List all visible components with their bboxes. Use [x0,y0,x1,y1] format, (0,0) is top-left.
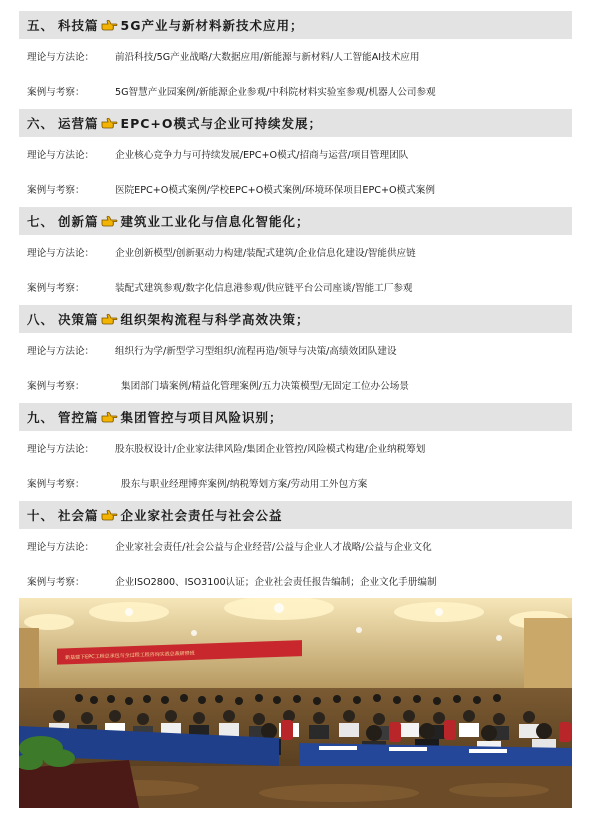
section-header-8 [19,305,572,333]
theory-label: 理论与方法论： [27,52,95,63]
theory-label: 理论与方法论： [27,542,95,553]
theory-row [19,431,572,465]
theory-label: 理论与方法论： [27,444,95,455]
theory-text: 组织行为学/新型学习型组织/流程再造/领导与决策/高绩效团队建设 [115,346,397,357]
section-title: 集团管控与项目风险识别； [120,410,283,425]
section-name: 社会篇 [58,508,99,523]
conference-photo [19,598,572,808]
section-header-10 [19,501,572,529]
theory-label: 理论与方法论： [27,346,95,357]
section-number: 十、 [27,508,55,523]
theory-text: 前沿科技/5G产业战略/大数据应用/新能源与新材料/人工智能AI技术应用 [115,52,420,63]
theory-row [19,39,572,73]
theory-label: 理论与方法论： [27,248,95,259]
theory-text: 企业创新模型/创新驱动力构建/装配式建筑/企业信息化建设/智能供应链 [115,248,416,259]
case-row [19,269,572,305]
section-number: 六、 [27,116,55,131]
case-label: 案例与考察： [27,87,85,98]
section-name: 科技篇 [58,18,99,33]
case-label: 案例与考察： [27,185,85,196]
section-header-5 [19,11,572,39]
pointing-hand-icon [101,411,118,423]
theory-text: 企业核心竞争力与可持续发展/EPC+O模式/招商与运营/项目管理团队 [115,150,409,161]
section-name: 决策篇 [58,312,99,327]
theory-row [19,333,572,367]
section-title: EPC+O模式与企业可持续发展； [120,116,323,131]
case-text: 5G智慧产业园案例/新能源企业参观/中科院材料实验室参观/机器人公司参观 [115,87,436,98]
case-row [19,563,572,599]
section-header-7 [19,207,572,235]
theory-label: 理论与方法论： [27,150,95,161]
case-text: 集团部门墙案例/精益化管理案例/五力决策模型/无固定工位办公场景 [121,381,409,392]
pointing-hand-icon [101,509,118,521]
section-number: 七、 [27,214,55,229]
section-name: 创新篇 [58,214,99,229]
theory-row [19,235,572,269]
section-number: 八、 [27,312,55,327]
theory-row [19,137,572,171]
banner-text: 新基建下EPC工程总承包与全过程工程咨询实战总裁研修班 [64,650,195,662]
theory-text: 股东股权设计/企业家法律风险/集团企业管控/风险模式构建/企业纳税筹划 [115,444,426,455]
case-text: 企业ISO2800、ISO3100认证；企业社会责任报告编制；企业文化手册编制 [115,577,437,588]
case-text: 装配式建筑参观/数字化信息港参观/供应链平台公司座谈/智能工厂参观 [115,283,413,294]
case-label: 案例与考察： [27,283,85,294]
pointing-hand-icon [101,117,118,129]
section-title: 建筑业工业化与信息化智能化； [120,214,310,229]
case-row [19,367,572,403]
document-body [19,11,572,599]
section-header-6 [19,109,572,137]
section-title: 5G产业与新材料新技术应用； [120,18,304,33]
section-title: 企业家社会责任与社会公益 [120,508,283,523]
section-number: 九、 [27,410,55,425]
case-label: 案例与考察： [27,577,85,588]
pointing-hand-icon [101,215,118,227]
section-header-9 [19,403,572,431]
case-row [19,73,572,109]
case-row [19,171,572,207]
case-label: 案例与考察： [27,479,85,490]
section-number: 五、 [27,18,55,33]
case-label: 案例与考察： [27,381,85,392]
case-text: 股东与职业经理博弈案例/纳税筹划方案/劳动用工外包方案 [121,479,368,490]
section-name: 管控篇 [58,410,99,425]
pointing-hand-icon [101,313,118,325]
case-row [19,465,572,501]
theory-row [19,529,572,563]
case-text: 医院EPC+O模式案例/学校EPC+O模式案例/环境环保项目EPC+O模式案例 [115,185,435,196]
section-name: 运营篇 [58,116,99,131]
theory-text: 企业家社会责任/社会公益与企业经营/公益与企业人才战略/公益与企业文化 [115,542,432,553]
pointing-hand-icon [101,19,118,31]
section-title: 组织架构流程与科学高效决策； [120,312,310,327]
